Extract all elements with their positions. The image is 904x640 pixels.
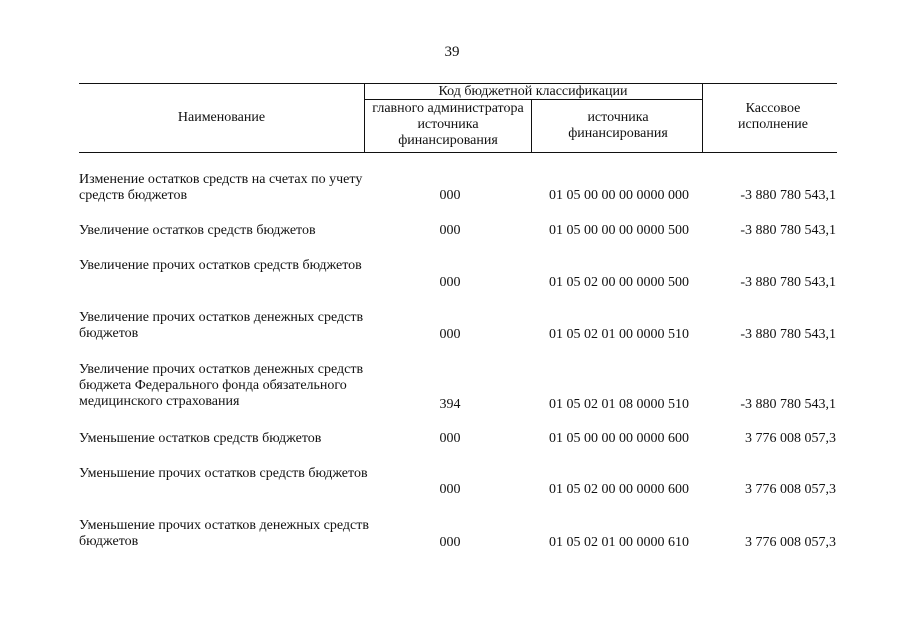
row-amount: 3 776 008 057,3 <box>745 482 836 497</box>
row-admin-code: 000 <box>439 482 461 497</box>
row-name: Увеличение прочих остатков денежных средств бюджетов <box>79 310 364 341</box>
page-number: 39 <box>444 44 460 60</box>
row-source-code: 01 05 00 00 00 0000 500 <box>549 223 689 238</box>
row-admin-code: 000 <box>439 431 461 446</box>
table-header <box>79 83 837 153</box>
header-name: Наименование <box>177 110 266 125</box>
header-code-group: Код бюджетной классификации <box>438 84 628 99</box>
row-admin-code: 000 <box>439 223 461 238</box>
header-divider <box>702 84 703 152</box>
header-divider <box>531 100 532 152</box>
row-source-code: 01 05 00 00 00 0000 600 <box>549 431 689 446</box>
row-amount: -3 880 780 543,1 <box>740 223 836 238</box>
header-source: источника финансирования <box>568 110 668 141</box>
row-name: Уменьшение прочих остатков средств бюджетов <box>79 466 368 481</box>
row-source-code: 01 05 02 00 00 0000 500 <box>549 275 689 290</box>
row-source-code: 01 05 02 01 08 0000 510 <box>549 397 689 412</box>
row-amount: 3 776 008 057,3 <box>745 431 836 446</box>
row-source-code: 01 05 02 00 00 0000 600 <box>549 482 689 497</box>
row-name: Изменение остатков средств на счетах по учету средств бюджетов <box>79 172 363 203</box>
row-name: Уменьшение остатков средств бюджетов <box>79 431 322 446</box>
row-admin-code: 000 <box>439 535 461 550</box>
row-amount: -3 880 780 543,1 <box>740 275 836 290</box>
row-amount: -3 880 780 543,1 <box>740 327 836 342</box>
row-name: Увеличение прочих остатков денежных средств бюджета Федерального фонда обязательного медицинского страхования <box>79 362 364 409</box>
row-source-code: 01 05 00 00 00 0000 000 <box>549 188 689 203</box>
row-name: Уменьшение прочих остатков денежных средств бюджетов <box>79 518 369 549</box>
header-admin: главного администратора источника финансирования <box>372 101 524 148</box>
header-amount: Кассовое исполнение <box>738 101 808 132</box>
row-source-code: 01 05 02 01 00 0000 510 <box>549 327 689 342</box>
row-name: Увеличение прочих остатков средств бюджетов <box>79 258 362 273</box>
row-admin-code: 000 <box>439 327 461 342</box>
row-amount: -3 880 780 543,1 <box>740 397 836 412</box>
row-admin-code: 000 <box>439 275 461 290</box>
row-source-code: 01 05 02 01 00 0000 610 <box>549 535 689 550</box>
row-admin-code: 000 <box>439 188 461 203</box>
row-admin-code: 394 <box>439 397 461 412</box>
row-amount: -3 880 780 543,1 <box>740 188 836 203</box>
row-amount: 3 776 008 057,3 <box>745 535 836 550</box>
row-name: Увеличение остатков средств бюджетов <box>79 223 316 238</box>
